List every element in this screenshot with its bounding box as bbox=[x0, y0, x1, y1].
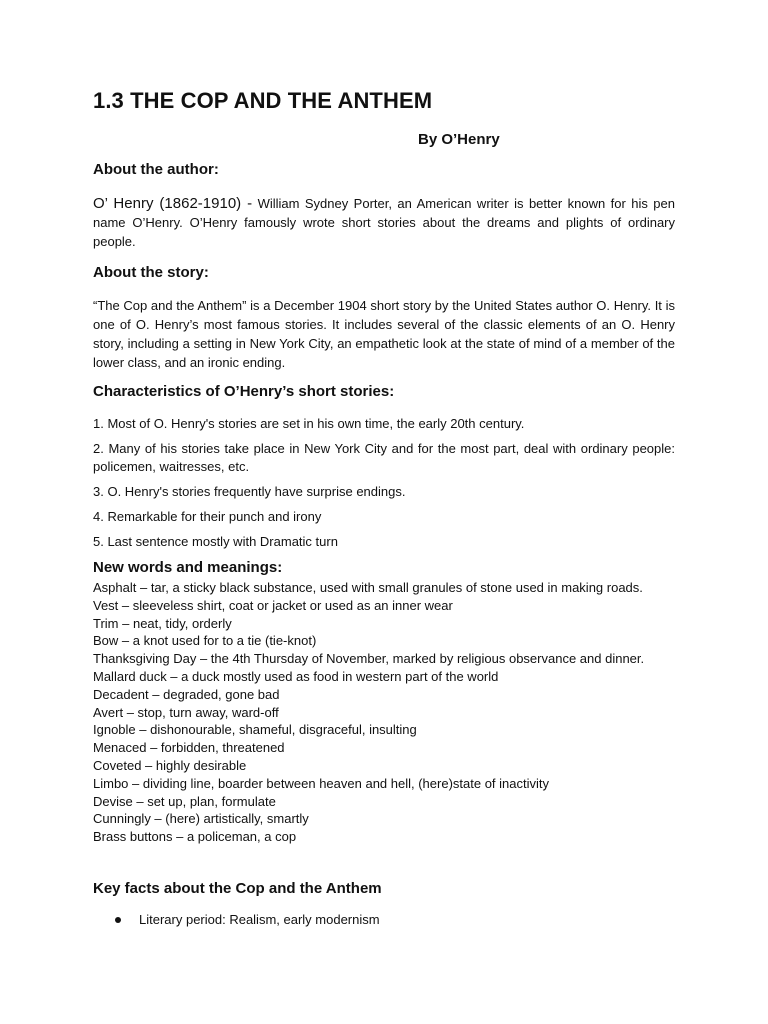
characteristic-item: 2. Many of his stories take place in New York City and for the most part, deal with ordinary people: policemen, waitresses, etc. bbox=[93, 441, 675, 474]
vocabulary-item: Ignoble – dishonourable, shameful, disgraceful, insulting bbox=[93, 722, 417, 738]
vocabulary-item: Decadent – degraded, gone bad bbox=[93, 686, 280, 702]
key-facts-list bbox=[93, 910, 675, 930]
key-fact-item bbox=[93, 910, 675, 930]
about-author-text: William Sydney Porter, an American writer is better known for his pen name O’Henry. O’Henry famously wrote short stories about the dreams and plights of ordinary people. bbox=[93, 196, 675, 249]
characteristic-item: 3. O. Henry's stories frequently have surprise endings. bbox=[93, 484, 406, 499]
vocabulary-item: Cunningly – (here) artistically, smartly bbox=[93, 811, 309, 827]
characteristic-item: 1. Most of O. Henry's stories are set in his own time, the early 20th century. bbox=[93, 416, 525, 431]
characteristic-item: 4. Remarkable for their punch and irony bbox=[93, 509, 322, 524]
about-author-paragraph bbox=[93, 194, 675, 251]
vocabulary-item: Mallard duck – a duck mostly used as food in western part of the world bbox=[93, 668, 499, 684]
vocabulary-item: Brass buttons – a policeman, a cop bbox=[93, 829, 297, 845]
vocabulary-item: Trim – neat, tidy, orderly bbox=[93, 615, 232, 631]
about-story-paragraph: “The Cop and the Anthem” is a December 1904 short story by the United States author O. Henry. It is one of O. Henry’s most famous stories. It includes several of the classic elements of an O. Henry story, including a setting in New York City, an empathetic look at the state of mind of a member of the lower class, and an ironic ending. bbox=[93, 298, 675, 370]
vocabulary-item: Bow – a knot used for to a tie (tie-knot) bbox=[93, 633, 317, 649]
vocabulary-item: Thanksgiving Day – the 4th Thursday of November, marked by religious observance and dinner. bbox=[93, 651, 645, 667]
about-story-heading: About the story: bbox=[93, 264, 209, 281]
vocabulary-item: Devise – set up, plan, formulate bbox=[93, 793, 276, 809]
vocabulary-item: Menaced – forbidden, threatened bbox=[93, 740, 285, 756]
about-author-heading: About the author: bbox=[93, 161, 219, 178]
vocabulary-list bbox=[93, 579, 675, 846]
author-byline: By O’Henry bbox=[418, 131, 500, 148]
vocabulary-item: Coveted – highly desirable bbox=[93, 757, 247, 773]
vocabulary-item: Limbo – dividing line, boarder between heaven and hell, (here)state of inactivity bbox=[93, 775, 549, 791]
vocabulary-item: Avert – stop, turn away, ward-off bbox=[93, 704, 279, 720]
vocabulary-item: Vest – sleeveless shirt, coat or jacket or used as an inner wear bbox=[93, 597, 453, 613]
vocabulary-item: Asphalt – tar, a sticky black substance, used with small granules of stone used in making roads. bbox=[93, 580, 643, 595]
key-facts-heading: Key facts about the Cop and the Anthem bbox=[93, 880, 382, 897]
characteristic-item: 5. Last sentence mostly with Dramatic turn bbox=[93, 534, 338, 549]
author-name-dates: O’ Henry (1862-1910) - bbox=[93, 195, 253, 212]
characteristics-heading: Characteristics of O’Henry’s short stories: bbox=[93, 383, 395, 400]
bullet-icon bbox=[115, 917, 121, 923]
key-fact-text: Literary period: Realism, early modernism bbox=[139, 912, 380, 927]
document-title: 1.3 THE COP AND THE ANTHEM bbox=[93, 88, 433, 113]
vocabulary-heading: New words and meanings: bbox=[93, 559, 283, 576]
